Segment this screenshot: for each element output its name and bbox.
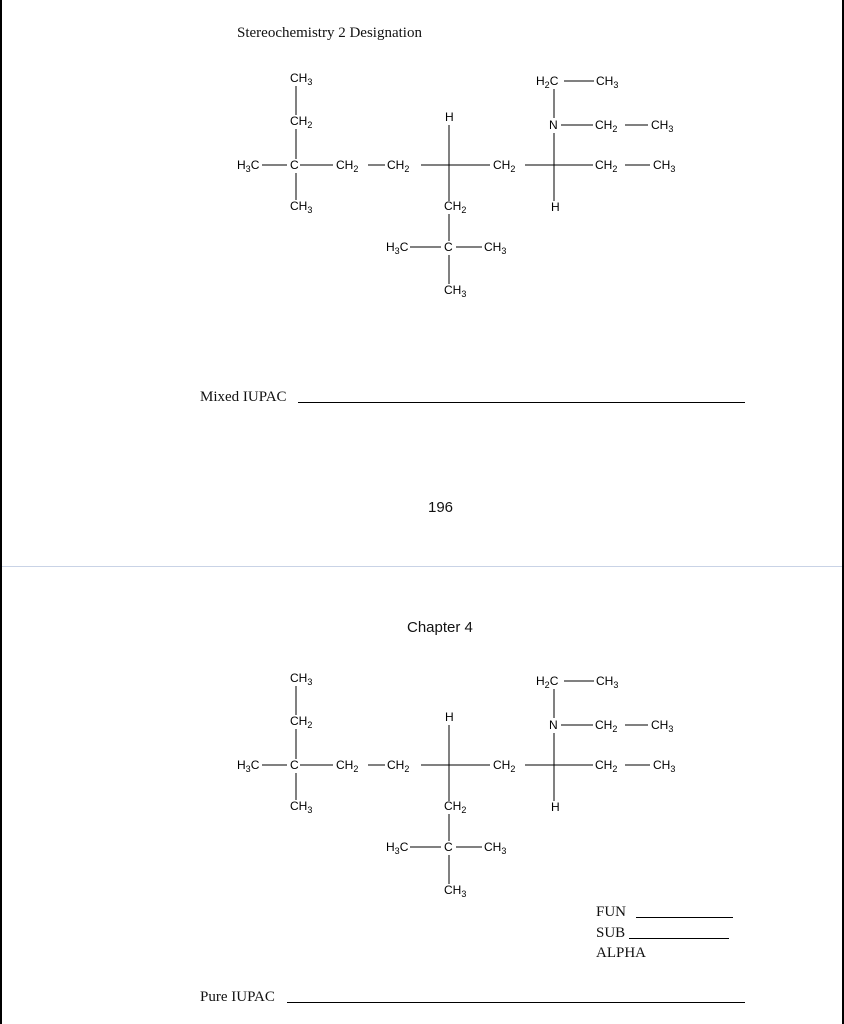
atom-label-chain-ch2-c: CH2	[493, 758, 516, 774]
atom-label-chain-ch2-a: CH2	[336, 158, 359, 174]
structure-diagram-bottom	[0, 665, 844, 905]
fun-answer-line[interactable]	[636, 917, 733, 918]
pure-iupac-label: Pure IUPAC	[200, 989, 275, 1005]
chapter-heading: Chapter 4	[407, 619, 473, 636]
atom-label-tbu-h3c: H3C	[386, 840, 409, 856]
atom-label-tbu-c: C	[444, 840, 453, 854]
fun-label: FUN	[596, 904, 627, 920]
atom-label-chain-ch2-b: CH2	[387, 158, 410, 174]
atom-label-n-ch2: CH2	[595, 118, 618, 134]
atom-label-n-ch3: CH3	[651, 718, 674, 734]
mixed-iupac-label: Mixed IUPAC	[200, 389, 287, 405]
atom-label-n-ch2: CH2	[595, 718, 618, 734]
atom-label-stereo-ch2-down: CH2	[444, 199, 467, 215]
atom-label-tbu-ch3-bottom: CH3	[444, 283, 467, 299]
structure-svg	[0, 65, 844, 305]
atom-label-n-ch3: CH3	[651, 118, 674, 134]
page-number: 196	[428, 499, 454, 516]
atom-label-tbu-ch3-right: CH3	[484, 240, 507, 256]
atom-label-lower-ch3: CH3	[290, 199, 313, 215]
atom-label-tbu-h3c: H3C	[386, 240, 409, 256]
atom-label-top-ch3: CH3	[290, 71, 313, 87]
atom-label-chain-ch2-c: CH2	[493, 158, 516, 174]
pure-iupac-answer-line[interactable]	[287, 1002, 745, 1003]
atom-label-n-ch3-top: CH3	[596, 674, 619, 690]
atom-label-n-h2c: H2C	[536, 74, 559, 90]
atom-label-upper-ch2: CH2	[290, 114, 313, 130]
atom-label-upper-ch2: CH2	[290, 714, 313, 730]
atom-label-top-ch3: CH3	[290, 671, 313, 687]
atom-label-tbu-ch3-right: CH3	[484, 840, 507, 856]
mixed-iupac-answer-line[interactable]	[298, 402, 745, 403]
atom-label-n-atom: N	[549, 718, 558, 732]
atom-label-chain-ch3-right: CH3	[653, 758, 676, 774]
atom-label-quat-c: C	[290, 758, 299, 772]
atom-label-chain-ch2-right: CH2	[595, 158, 618, 174]
atom-label-tbu-c: C	[444, 240, 453, 254]
atom-label-tbu-ch3-bottom: CH3	[444, 883, 467, 899]
structure-diagram-top	[0, 65, 844, 305]
atom-label-stereo-h-bottom: H	[551, 200, 560, 214]
atom-label-n-ch3-top: CH3	[596, 74, 619, 90]
atom-label-n-h2c: H2C	[536, 674, 559, 690]
atom-label-stereo-h-top: H	[445, 110, 454, 124]
atom-label-stereo-h-top: H	[445, 710, 454, 724]
atom-label-quat-c: C	[290, 158, 299, 172]
atom-label-chain-ch2-b: CH2	[387, 758, 410, 774]
atom-label-stereo-h-bottom: H	[551, 800, 560, 814]
page-separator	[2, 566, 842, 567]
alpha-label: ALPHA	[596, 945, 647, 961]
atom-label-left-h3c: H3C	[237, 158, 260, 174]
structure-svg	[0, 665, 844, 905]
atom-label-lower-ch3: CH3	[290, 799, 313, 815]
atom-label-chain-ch2-right: CH2	[595, 758, 618, 774]
page-title: Stereochemistry 2 Designation	[237, 25, 422, 41]
atom-label-chain-ch2-a: CH2	[336, 758, 359, 774]
sub-label: SUB	[596, 925, 626, 941]
atom-label-chain-ch3-right: CH3	[653, 158, 676, 174]
atom-label-left-h3c: H3C	[237, 758, 260, 774]
atom-label-n-atom: N	[549, 118, 558, 132]
sub-answer-line[interactable]	[629, 938, 729, 939]
atom-label-stereo-ch2-down: CH2	[444, 799, 467, 815]
